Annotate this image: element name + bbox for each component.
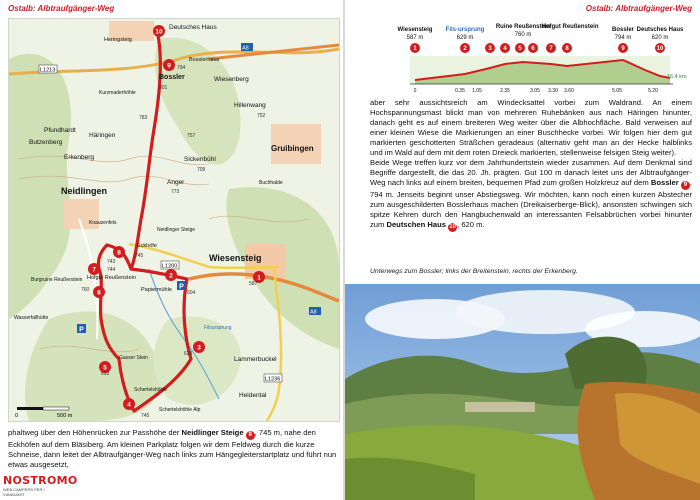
place-label: Anger <box>167 179 185 186</box>
scale-label: 500 m <box>57 413 73 419</box>
elevation-label: 773 <box>171 189 180 195</box>
profile-marker: 8 <box>565 46 569 52</box>
elevation-label: 745 <box>135 253 144 259</box>
place-label: Papiermühle <box>141 287 172 293</box>
station-name: Deutsches Haus <box>636 27 684 33</box>
profile-marker: 3 <box>488 46 492 52</box>
place-label: Pfundhardt <box>44 127 76 134</box>
place-label: Sickenbühl <box>184 156 216 163</box>
station-name: Wiesensteig <box>397 27 433 33</box>
parking-icon <box>77 324 86 334</box>
km-tick: 0.35 <box>455 88 465 94</box>
body-text: Beide Wege treffen kurz vor dem Jahrhundertstein wieder zusammen. Auf dem Denkmal sind Begriffe dargestellt, die das 20. Jh. prägten. Gut 100 m danach leitet uns der Albtraufgänger-Weg nach links auf einem breiten, bequemen Pfad zum großen Holzkreuz auf dem <box>370 158 692 187</box>
parking-icon <box>177 281 186 291</box>
station-name: Ruine Reußenstein <box>495 24 551 30</box>
km-tick: 2.35 <box>500 88 510 94</box>
km-tick: 3.60 <box>564 88 574 94</box>
waypoint-label: 3 <box>197 344 201 352</box>
place-label: Wasserfallhütte <box>14 315 49 321</box>
profile-svg <box>355 18 695 98</box>
right-running-head: Ostalb: Albtraufgänger-Weg <box>585 4 692 13</box>
elevation-label: 709 <box>197 167 206 173</box>
place-label: Neidlingen <box>61 186 108 196</box>
profile-marker: 10 <box>656 46 664 52</box>
place-label: Häringen <box>89 132 116 139</box>
road-label: A8 <box>310 309 317 316</box>
place-label: Wiesensteig <box>209 253 262 263</box>
place-label: Hofgut Reußenstein <box>87 275 136 281</box>
left-page <box>0 0 345 500</box>
elevation-label: 794 <box>177 65 186 71</box>
road-label: A8 <box>242 45 249 52</box>
place-label: Buchhalde <box>259 180 283 186</box>
photo-caption: Unterwegs zum Bossler; links der Breitenstein, rechts der Erkenberg. <box>370 268 578 275</box>
elevation-label: 783 <box>139 115 148 121</box>
landscape-photo <box>345 284 700 500</box>
left-body-text <box>8 428 338 470</box>
profile-marker: 1 <box>413 46 417 52</box>
km-tick: 3.05 <box>530 88 540 94</box>
place-label: Butzenberg <box>29 139 63 146</box>
place-label: Lammerbuckel <box>234 356 277 363</box>
forest-area <box>25 311 160 421</box>
km-tick: 5.05 <box>612 88 622 94</box>
place-label: Neidlinger Steige <box>157 227 196 233</box>
elevation-label: 757 <box>187 133 196 139</box>
elevation-label: 587 <box>249 281 258 287</box>
station-elevation: 587 m <box>406 35 424 41</box>
waypoint-label: 2 <box>169 272 173 280</box>
km-tick: 0 <box>413 88 417 94</box>
waypoint-label: 7 <box>92 266 96 274</box>
scale-label: 0 <box>15 413 19 419</box>
photo-svg <box>345 284 700 500</box>
road-label: L1200 <box>162 263 178 270</box>
elevation-label: 629 <box>184 351 193 357</box>
elevation-label: 752 <box>257 113 266 119</box>
body-text: , 745 m, nahe den Eckhöfen auf dem Bläsiberg. Am kleinen Parkplatz folgen wir dem Feldweg durch die kurze Schneise, dann leitet der Albtraufgänger-Weg nach links zum Hängegleiterstartplatz und führt nun etwas ausgesetzt, <box>8 428 337 469</box>
right-page <box>345 0 700 500</box>
station-name: Hofgut Reußenstein <box>541 24 599 30</box>
waypoint-label: 10 <box>155 28 163 36</box>
place-label: Bossler <box>159 74 185 81</box>
body-text: , 794 m. Jenseits beginnt unser Abstiegsweg. Wir möchten, kann noch einen kurzen Abstecher zum ausgeschilderten Bosslerhaus machen (Dreikaiserberge-Blick), ansonsten schwingen sich spitze Kehren durch den Hangbuchenwald an interessanten Felsabbrüchen vorbei hinunter zum <box>370 178 692 229</box>
station-name: Bossler <box>611 27 635 33</box>
elevation-label: 693 <box>101 371 110 377</box>
elevation-label: 760 <box>81 287 90 293</box>
station-elevation: 620 m <box>651 35 669 41</box>
station-elevation: 629 m <box>456 35 474 41</box>
elevation-label: 744 <box>107 267 116 273</box>
elevation-label: 801 <box>159 85 168 91</box>
elevation-label: 745 <box>141 413 150 419</box>
place-label: Erkenberg <box>64 154 94 161</box>
profile-marker: 5 <box>518 46 522 52</box>
place-label: Eckhöfe <box>137 243 157 249</box>
place-name: Deutschen Haus <box>386 220 446 229</box>
place-label: Gasser Stein <box>119 355 148 361</box>
place-label: Schertelshöhle Alp <box>159 407 201 413</box>
station-elevation: 760 m <box>514 32 532 38</box>
waypoint-label: 1 <box>257 274 261 282</box>
logo-subtitle: WEB CAMPERS PER I VIANDANTI <box>3 487 45 497</box>
place-name: Bossler <box>650 178 679 187</box>
place-label: Bosslerhaus <box>189 57 220 63</box>
village <box>465 402 535 412</box>
place-label: Burgruine Reußenstein <box>31 277 83 283</box>
profile-marker: 7 <box>549 46 553 52</box>
waypoint-badge: 9 <box>681 181 690 190</box>
waypoint-label: 5 <box>103 364 107 372</box>
waypoint-label: 8 <box>117 249 121 257</box>
waypoint-label: 4 <box>127 401 131 409</box>
place-label: Heldental <box>239 392 267 399</box>
profile-marker: 2 <box>463 46 467 52</box>
svg-text:P: P <box>179 283 184 291</box>
place-name: Neidlinger Steige <box>181 428 244 437</box>
place-label: Schertelshöhle <box>134 387 168 393</box>
place-label: Knauzenfels <box>89 220 117 226</box>
body-paragraph: aber sehr aussichtsreich am Windecksattel vorbei zum Waldrand. An einem Hochspannungsmast blickt man von mehreren Ruhebänken aus nach Häringen hinunter, danach geht es auf einem breiteren Weg weiter über die Albhochfläche. Bald verweisen auf einer kleinen Wiese die Markierungen an einer Buschhecke vorbei. Wir folgen hier dem gut markierten geschotterten Sträßchen geradeaus (alternativ geht man an der Hecke halblinks und im Wald auf dem mit dem roten Dreieck markierten, stellenweise felsigen Steig weiter). <box>370 98 692 157</box>
profile-marker: 9 <box>621 46 625 52</box>
body-text: phaltweg über den Höhenrücken zur Passhöhe der <box>8 428 182 437</box>
place-label: Deutsches Haus <box>169 24 217 31</box>
place-label: Filsursprung <box>204 325 232 331</box>
waypoint-label: 6 <box>97 289 101 297</box>
waypoint-badge: 10 <box>449 224 456 230</box>
route-map[interactable] <box>8 18 340 422</box>
place-label: Hillenwang <box>234 102 266 109</box>
total-distance: 16.4 km <box>667 74 687 80</box>
waypoint-badge: 8 <box>246 431 255 440</box>
place-label: Wiesenberg <box>214 76 249 83</box>
profile-marker: 4 <box>503 46 507 52</box>
logo-name: NOSTROMO <box>3 474 78 487</box>
profile-station-labels <box>398 24 684 41</box>
km-tick: 3.30 <box>548 88 558 94</box>
station-elevation: 794 m <box>614 35 632 41</box>
elevation-profile <box>355 18 695 98</box>
left-running-head: Ostalb: Albtraufgänger-Weg <box>8 4 115 13</box>
profile-marker: 6 <box>531 46 535 52</box>
station-name: Fils-ursprung <box>445 27 485 33</box>
body-text: , 620 m. <box>457 220 485 229</box>
right-body-text <box>370 98 692 232</box>
place-label: Gruibingen <box>271 144 314 153</box>
map-svg <box>9 19 339 421</box>
nostromo-logo <box>0 474 78 500</box>
km-tick: 1.05 <box>472 88 482 94</box>
place-label: Kurzmaderhöhle <box>99 90 136 96</box>
elevation-label: 604 <box>187 290 196 296</box>
road-label: L1213 <box>40 67 56 74</box>
svg-text:P: P <box>79 326 84 334</box>
km-tick: 5.20 <box>648 88 658 94</box>
place-label: Heringsteig <box>104 37 132 43</box>
road-label: L1236 <box>265 376 281 383</box>
waypoint-label: 9 <box>167 62 171 70</box>
elevation-label: 743 <box>107 259 116 265</box>
profile-markers <box>410 43 665 53</box>
